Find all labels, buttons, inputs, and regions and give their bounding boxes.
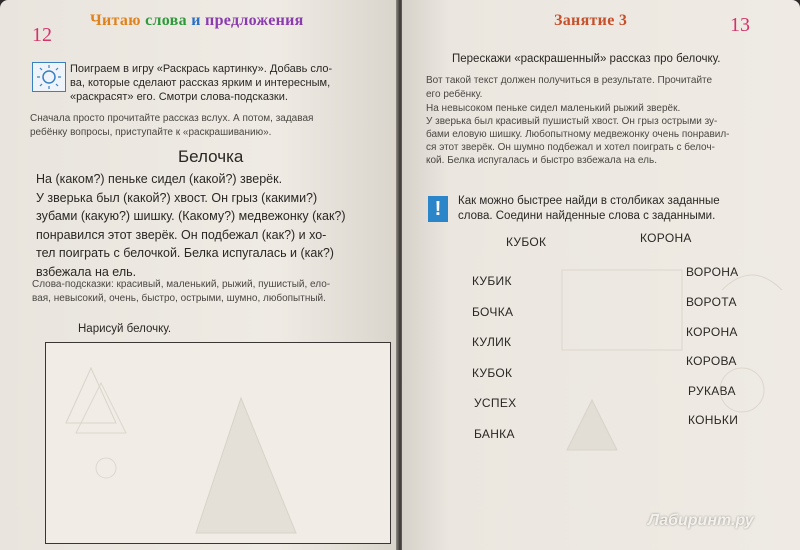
helper-line: вая, невысокий, очень, быстро, острыми, шумно, любопытный. <box>32 292 326 304</box>
lesson-header: Занятие 3 <box>554 12 628 29</box>
story-title: Белочка <box>178 147 244 166</box>
target-word-right[interactable]: КОРОНА <box>640 231 692 245</box>
result-story-line: На невысоком пеньке сидел маленький рыжий зверёк. <box>426 103 681 114</box>
left-column-word[interactable]: УСПЕХ <box>474 396 517 410</box>
labirint-logo: Лабиринт.ру <box>648 512 754 529</box>
result-story <box>426 102 772 167</box>
task-line: Поиграем в игру «Раскрась картинку». Добавь сло- <box>70 63 333 75</box>
header-word-1: Читаю <box>90 12 141 29</box>
header-word-2: слова <box>145 12 187 29</box>
drawing-area[interactable] <box>45 342 391 544</box>
result-note-line: его ребёнку. <box>426 88 483 100</box>
left-column-word[interactable]: БОЧКА <box>472 305 514 319</box>
right-column-word[interactable]: КОРОНА <box>686 325 738 339</box>
faint-show-through-art <box>552 250 792 460</box>
hint-line: Сначала просто прочитайте рассказ вслух. А потом, задавая <box>30 113 314 124</box>
find-line: слова. Соедини найденные слова с заданными. <box>458 210 716 222</box>
right-column-word[interactable]: ВОРОТА <box>686 295 737 309</box>
left-column-word[interactable]: КУБИК <box>472 274 512 288</box>
right-column-word[interactable]: ВОРОНА <box>686 265 739 279</box>
left-column-word[interactable]: БАНКА <box>474 427 515 441</box>
exclamation-icon: ! <box>428 196 448 222</box>
task-line: «раскрасят» его. Смотри слова-подсказки. <box>70 91 288 103</box>
page-number-left: 12 <box>32 24 52 46</box>
right-page <box>402 0 800 550</box>
result-story-line: У зверька был красивый пушистый хвост. Он грыз острыми зу- <box>426 116 718 127</box>
hint-line: ребёнку вопросы, приступайте к «раскрашиванию». <box>30 126 272 138</box>
header-word-4: предложения <box>205 12 304 29</box>
right-column-word[interactable]: КОРОВА <box>686 354 737 368</box>
story-line: понравился этот зверёк. Он подбежал (как?) и хо- <box>36 227 327 242</box>
story-line: тел поиграть с белочкой. Белка испугалась и (как?) <box>36 246 334 260</box>
story-text <box>36 170 370 281</box>
page-number-right: 13 <box>730 14 750 36</box>
faint-show-through-art <box>46 343 390 543</box>
sun-icon <box>32 62 66 92</box>
story-line: зубами (какую?) шишку. (Какому?) медвежонку (как?) <box>36 209 346 223</box>
result-story-line: ся этот зверёк. Он шумно подбежал и хотел поиграть с белоч- <box>426 142 715 153</box>
find-line: Как можно быстрее найди в столбиках заданные <box>458 195 720 207</box>
parent-hint <box>30 112 370 139</box>
story-line: взбежала на ель. <box>36 264 137 279</box>
right-column-word[interactable]: РУКАВА <box>688 384 736 398</box>
page-header-left <box>90 12 304 30</box>
result-story-line: кой. Белка испугалась и быстро взбежала на ель. <box>426 155 657 166</box>
helper-words <box>32 278 372 305</box>
result-note <box>426 74 766 101</box>
task-line: ва, которые сделают рассказ ярким и интересным, <box>70 77 331 89</box>
result-note-line: Вот такой текст должен получиться в результате. Прочитайте <box>426 75 713 86</box>
find-words-instruction <box>458 194 778 224</box>
helper-line: Слова-подсказки: красивый, маленький, рыжий, пушистый, ело- <box>32 279 331 290</box>
header-word-3: и <box>191 12 201 29</box>
draw-prompt: Нарисуй белочку. <box>78 323 172 335</box>
story-line: У зверька был (какой?) хвост. Он грыз (какими?) <box>36 190 318 205</box>
right-column-word[interactable]: КОНЬКИ <box>688 413 739 427</box>
left-column-word[interactable]: КУЛИК <box>472 335 512 349</box>
left-column-word[interactable]: КУБОК <box>472 366 513 380</box>
target-word-left[interactable]: КУБОК <box>506 235 547 249</box>
task-instruction <box>70 62 370 104</box>
retell-instruction: Перескажи «раскрашенный» рассказ про белочку. <box>452 53 721 65</box>
result-story-line: бами еловую шишку. Любопытному медвежонку очень понравил- <box>426 129 730 140</box>
left-page <box>0 0 398 550</box>
story-line: На (каком?) пеньке сидел (какой?) зверёк. <box>36 172 283 186</box>
